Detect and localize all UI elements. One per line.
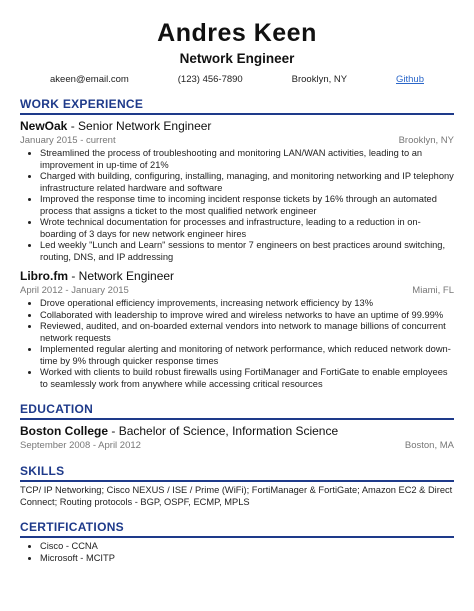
degree: Bachelor of Science, Information Science (118, 424, 339, 438)
job-bullets (20, 298, 454, 390)
bullet-item: • Charged with building, configuring, installing, managing, and monitoring networking and IP telephony infrastructure related hardware and software (40, 171, 454, 194)
section-divider (20, 113, 454, 115)
education-entry (20, 424, 454, 452)
github-link[interactable]: Github (396, 74, 424, 85)
certification-item: • Microsoft - MCITP (40, 553, 454, 565)
job-location: Miami, FL (412, 285, 454, 296)
contact-row (20, 74, 454, 85)
section-divider (20, 480, 454, 482)
job-entry (20, 269, 454, 390)
candidate-role: Network Engineer (179, 51, 295, 66)
certification-item: • Cisco - CCNA (40, 541, 454, 553)
job-meta (20, 285, 454, 297)
job-heading (20, 119, 454, 134)
separator: - (108, 424, 119, 438)
school-name: Boston College (20, 424, 109, 438)
job-entry (20, 119, 454, 263)
bullet-item: • Collaborated with leadership to improve wired and wireless networks to have an uptime of 99.99% (40, 310, 454, 322)
company-name: Libro.fm (20, 269, 68, 283)
bullet-item: • Improved the response time to incoming incident response tickets by 16% through an automated process that assigns a ticket to the most qualified network engineer (40, 194, 454, 217)
job-bullets (20, 148, 454, 263)
email: akeen@email.com (50, 74, 129, 85)
education-location: Boston, MA (404, 440, 454, 451)
education-dates: September 2008 - April 2012 (20, 440, 141, 451)
education-heading (20, 424, 454, 439)
phone: (123) 456-7890 (177, 74, 243, 85)
job-dates: April 2012 - January 2015 (20, 285, 129, 296)
job-title: Senior Network Engineer (78, 119, 212, 133)
section-divider (20, 418, 454, 420)
section-title-certifications: CERTIFICATIONS (20, 520, 124, 534)
location: Brooklyn, NY (291, 74, 348, 85)
section-title-skills: SKILLS (20, 464, 65, 478)
section-title-experience: WORK EXPERIENCE (20, 97, 144, 111)
bullet-item: • Drove operational efficiency improvements, increasing network efficiency by 13% (40, 298, 454, 310)
bullet-item: • Streamlined the process of troubleshooting and monitoring LAN/WAN activities, leading to an improvement in up-time of 21% (40, 148, 454, 171)
job-meta (20, 135, 454, 147)
separator: - (68, 269, 79, 283)
bullet-item: • Reviewed, audited, and on-boarded external vendors into network to manage billions of concurrent network requests (40, 321, 454, 344)
separator: - (67, 119, 79, 133)
bullet-item: • Worked with clients to build robust firewalls using FortiManager and FortiGate to enable employees to seamlessly work from anywhere while accessing critical resources (40, 367, 454, 390)
job-location: Brooklyn, NY (398, 135, 454, 146)
job-heading (20, 269, 454, 284)
education-meta (20, 440, 454, 452)
company-name: NewOak (20, 119, 68, 133)
bullet-item: • Wrote technical documentation for processes and infrastructure, leading to a reduction in on-boarding of 3 days for new network engineer hires (40, 217, 454, 240)
bullet-item: • Led weekly "Lunch and Learn" sessions to mentor 7 engineers on best practices around switching, routing, DNS, and IP addressing (40, 240, 454, 263)
section-title-education: EDUCATION (20, 402, 94, 416)
skills-list: TCP/ IP Networking; Cisco NEXUS / ISE / Prime (WiFi); FortiManager & FortiGate; Amazon EC2 & Direct Connect; Routing protocols - BGP, OSPF, ECMP, MPLS (20, 485, 453, 507)
job-dates: January 2015 - current (20, 135, 116, 146)
certifications-list (20, 541, 454, 564)
bullet-item: • Implemented regular alerting and monitoring of network performance, which reduced network down-time by 9% through quicker response times (40, 344, 454, 367)
candidate-name: Andres Keen (157, 19, 317, 47)
section-divider (20, 536, 454, 538)
job-title: Network Engineer (78, 269, 175, 283)
